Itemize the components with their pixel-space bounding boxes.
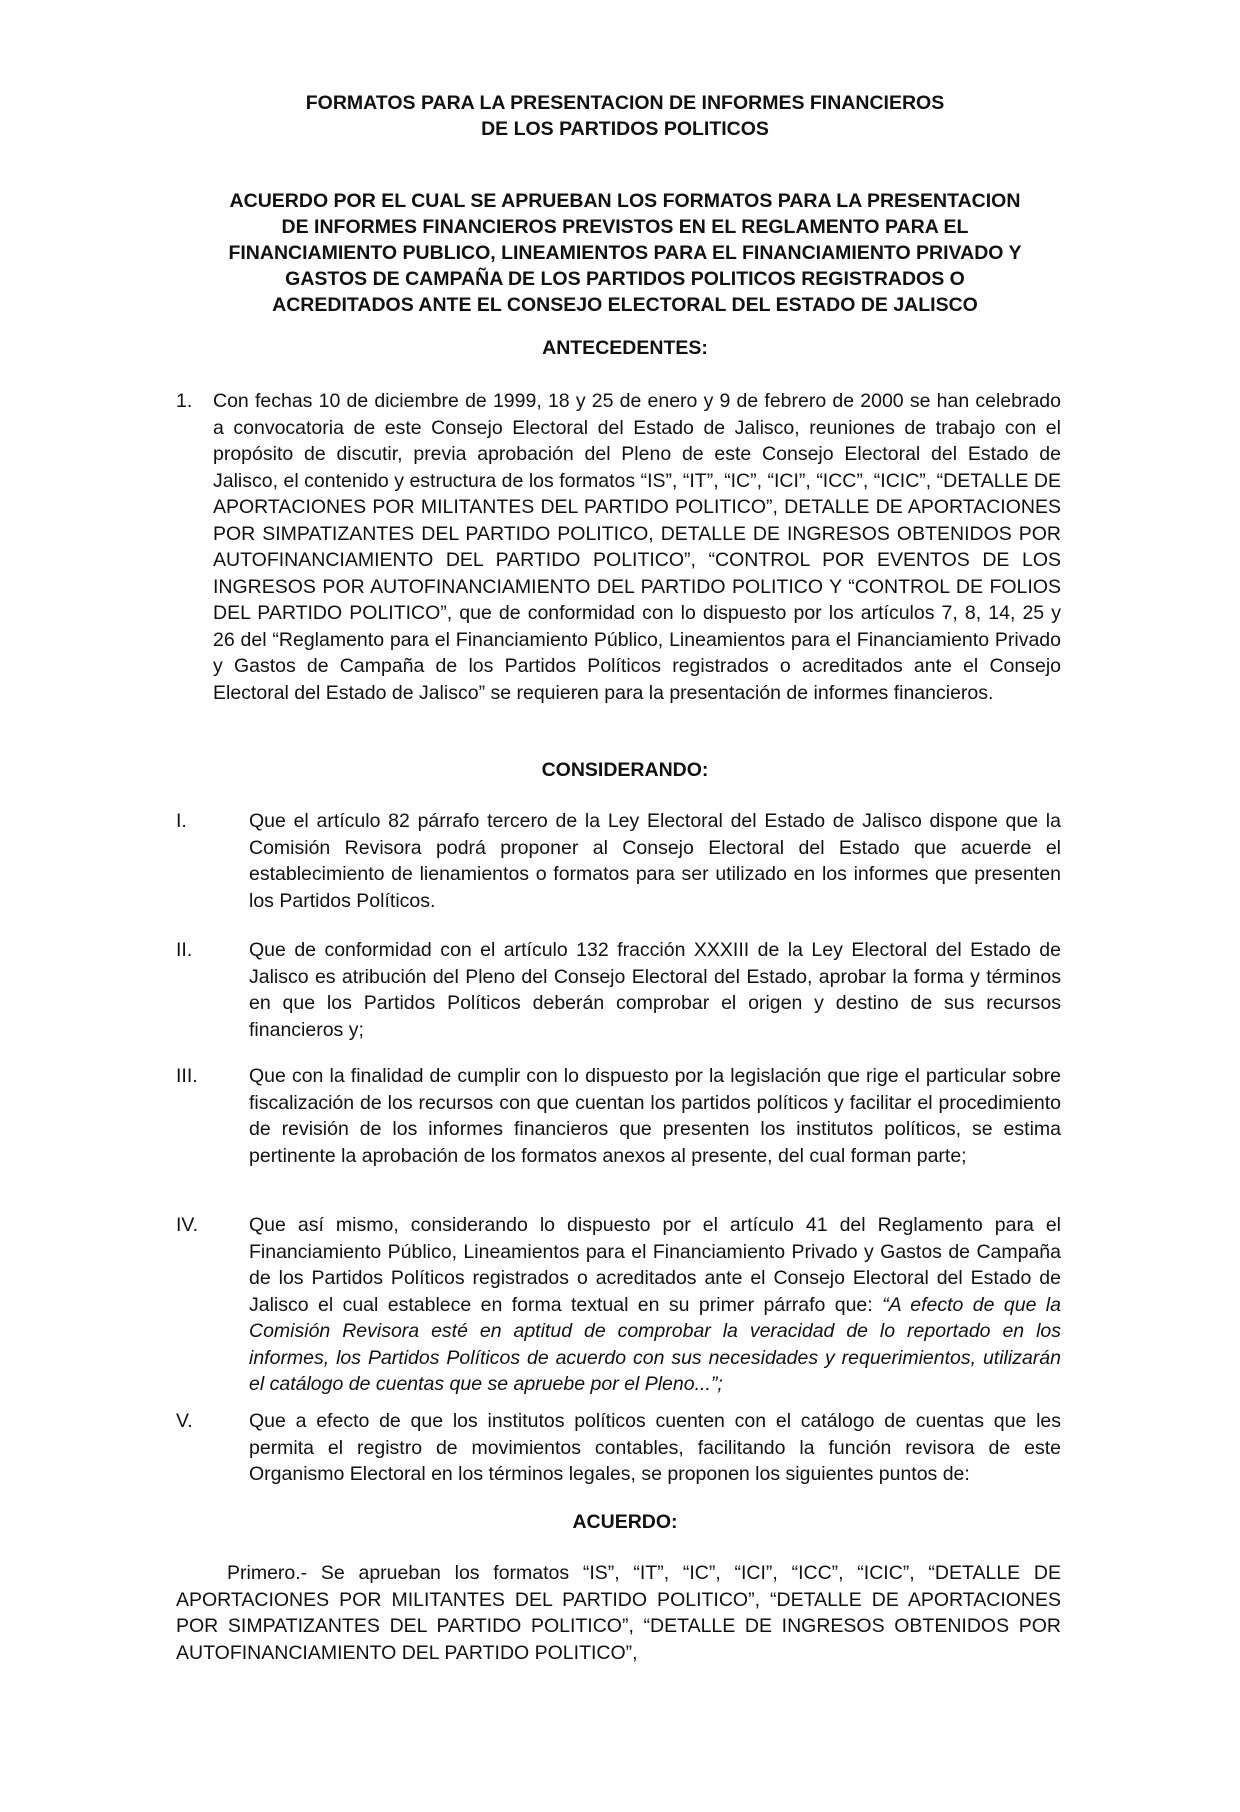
- considerando-text: Que de conformidad con el artículo 132 fracción XXXIII de la Ley Electoral del Estado de Jalisco es atribución del Pleno del Consejo Electoral del Estado, aprobar la forma y términos en que los Partidos Políticos deberán comprobar el origen y destino de sus recursos financieros y;: [249, 939, 1061, 1041]
- antecedentes-heading: ANTECEDENTES:: [542, 337, 708, 359]
- acuerdo-primero: Primero.- Se aprueban los formatos “IS”, “IT”, “IC”, “ICI”, “ICC”, “ICIC”, “DETALLE DE APORTACIONES POR MILITANTES DEL PARTIDO POLITICO”, “DETALLE DE APORTACIONES POR SIMPATIZANTES DEL PARTIDO POLITICO”, “DETALLE DE INGRESOS OBTENIDOS POR AUTOFINANCIAMIENTO DEL PARTIDO POLITICO”,: [176, 1562, 1061, 1664]
- document-title: [176, 90, 1074, 142]
- considerando-text: Que a efecto de que los institutos políticos cuenten con el catálogo de cuentas que les permita el registro de movimientos contables, facilitando la función revisora de este Organismo Electoral en los términos legales, se proponen los siguientes puntos de:: [249, 1410, 1061, 1485]
- subtitle-line: ACUERDO POR EL CUAL SE APRUEBAN LOS FORMATOS PARA LA PRESENTACION: [229, 190, 1021, 212]
- subtitle-line: DE INFORMES FINANCIEROS PREVISTOS EN EL REGLAMENTO PARA EL: [281, 216, 969, 238]
- considerando-text: Que el artículo 82 párrafo tercero de la Ley Electoral del Estado de Jalisco dispone que la Comisión Revisora podrá proponer al Consejo Electoral del Estado que acuerde el establecimiento de lienamientos o formatos para ser utilizado en los informes que presenten los Partidos Políticos.: [249, 810, 1061, 912]
- reglamento-quote: “A efecto de que la Comisión Revisora esté en aptitud de comprobar la veracidad de lo reportado en los informes, los Partidos Políticos de acuerdo con sus necesidades y requerimientos, utilizarán el catálogo de cuentas que se apruebe por el Pleno...”;: [249, 1293, 1061, 1395]
- document-subtitle: [176, 188, 1074, 318]
- title-line: DE LOS PARTIDOS POLITICOS: [481, 118, 769, 140]
- subtitle-line: GASTOS DE CAMPAÑA DE LOS PARTIDOS POLITICOS REGISTRADOS O: [285, 268, 965, 290]
- considerando-heading: CONSIDERANDO:: [541, 759, 709, 781]
- considerando-text-main: Que así mismo, considerando lo dispuesto por el artículo 41 del Reglamento para el Financiamiento Público, Lineamientos para el Financiamiento Privado y Gastos de Campaña de los Partidos Políticos registrados o acreditados ante el Consejo Electoral del Estado de Jalisco el cual establece en forma textual en su primer párrafo que:: [249, 1214, 1061, 1316]
- considerando-number: I.: [176, 810, 187, 832]
- considerando-number: II.: [176, 939, 193, 961]
- antecedente-text: Con fechas 10 de diciembre de 1999, 18 y 25 de enero y 9 de febrero de 2000 se han celebrado a convocatoria de este Consejo Electoral del Estado de Jalisco, reuniones de trabajo con el propósito de discutir, previa aprobación del Pleno de este Consejo Electoral del Estado de Jalisco, el contenido y estructura de los formatos “IS”, “IT”, “IC”, “ICI”, “ICC”, “ICIC”, “DETALLE DE APORTACIONES POR MILITANTES DEL PARTIDO POLITICO”, DETALLE DE APORTACIONES POR SIMPATIZANTES DEL PARTIDO POLITICO, DETALLE DE INGRESOS OBTENIDOS POR AUTOFINANCIAMIENTO DEL PARTIDO POLITICO”, “CONTROL POR EVENTOS DE LOS INGRESOS POR AUTOFINANCIAMIENTO DEL PARTIDO POLITICO Y “CONTROL DE FOLIOS DEL PARTIDO POLITICO”, que de conformidad con lo dispuesto por los artículos 7, 8, 14, 25 y 26 del “Reglamento para el Financiamiento Público, Lineamientos para el Financiamiento Privado y Gastos de Campaña de los Partidos Políticos registrados o acreditados ante el Consejo Electoral del Estado de Jalisco” se requieren para la presentación de informes financieros.: [213, 390, 1061, 704]
- subtitle-line: ACREDITADOS ANTE EL CONSEJO ELECTORAL DEL ESTADO DE JALISCO: [272, 294, 978, 316]
- considerando-number: IV.: [176, 1214, 199, 1236]
- antecedente-number: 1.: [176, 390, 193, 412]
- acuerdo-heading: ACUERDO:: [572, 1511, 678, 1533]
- considerando-text: Que con la finalidad de cumplir con lo dispuesto por la legislación que rige el particular sobre fiscalización de los recursos con que cuentan los partidos políticos y facilitar el procedimiento de revisión de los informes financieros que presenten los institutos políticos, se estima pertinente la aprobación de los formatos anexos al presente, del cual forman parte;: [249, 1065, 1061, 1167]
- considerando-number: V.: [176, 1410, 193, 1432]
- subtitle-line: FINANCIAMIENTO PUBLICO, LINEAMIENTOS PARA EL FINANCIAMIENTO PRIVADO Y: [228, 242, 1022, 264]
- considerando-text: [249, 1212, 1061, 1398]
- title-line: FORMATOS PARA LA PRESENTACION DE INFORMES FINANCIEROS: [305, 92, 945, 114]
- considerando-number: III.: [176, 1065, 198, 1087]
